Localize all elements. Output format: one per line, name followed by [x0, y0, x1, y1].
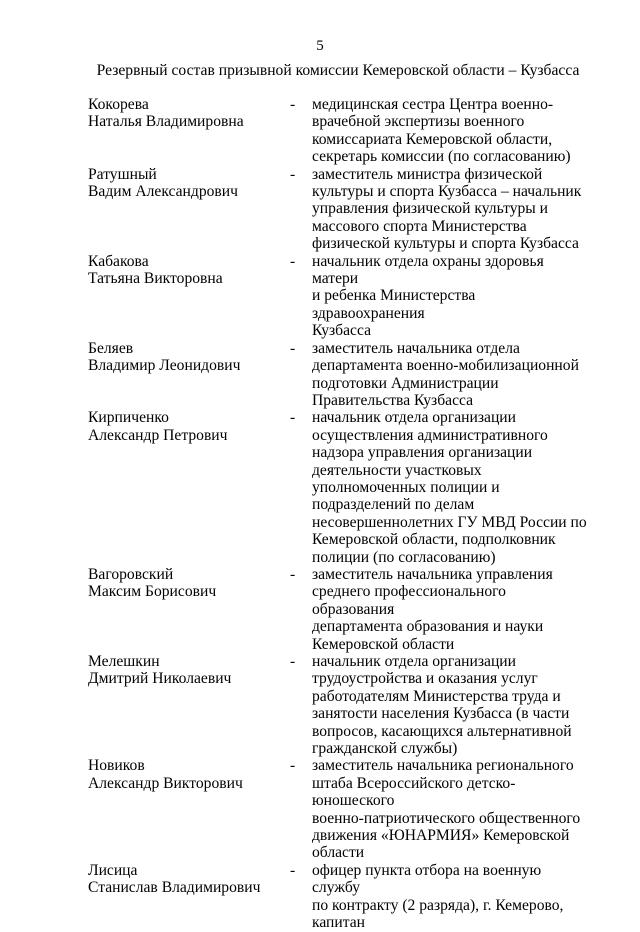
- member-given-names: Дмитрий Николаевич: [88, 670, 232, 688]
- member-name: [88, 653, 290, 757]
- page-number: 5: [316, 38, 324, 54]
- member-surname: Кирпиченко: [88, 409, 169, 427]
- member-given-names: Владимир Леонидович: [88, 357, 241, 375]
- separator-dash: -: [290, 653, 296, 670]
- roster-entry: [88, 653, 608, 757]
- separator-dash: -: [290, 565, 296, 583]
- member-position: начальник отдела организации осуществления административного надзора управления организации деятельности участковых уполномоченных полиции и подразделений по делам несовершеннолетних ГУ МВД России по Кемеровской области, подполковник полиции (по согласованию): [312, 409, 587, 566]
- member-position: медицинская сестра Центра военно- врачебной экспертизы военного комиссариата Кемеровской области, секретарь комиссии (по согласованию): [312, 96, 571, 166]
- roster-entry: [88, 96, 608, 166]
- separator-dash: -: [290, 861, 296, 879]
- member-name: [88, 166, 290, 253]
- member-name: [88, 96, 290, 166]
- member-surname: Мелешкин: [88, 653, 160, 670]
- member-surname: Ратушный: [88, 165, 157, 183]
- member-position: начальник отдела охраны здоровья матери и ребенка Министерства здравоохранения Кузбасса: [312, 252, 544, 340]
- roster-entry: [88, 253, 608, 340]
- member-position: заместитель начальника регионального штаба Всероссийского детско-юношеского военно-патриотического общественного движения «ЮНАРМИЯ» Кемеровской области: [312, 757, 581, 862]
- roster-entry: [88, 409, 608, 566]
- roster-entry: [88, 757, 608, 861]
- member-given-names: Александр Петрович: [88, 426, 228, 444]
- commission-roster: [88, 96, 608, 932]
- member-surname: Лисица: [88, 861, 138, 879]
- member-name: [88, 566, 290, 653]
- member-position: заместитель министра физической культуры и спорта Кузбасса – начальник управления физической культуры и массового спорта Министерства физической культуры и спорта Кузбасса: [312, 165, 582, 253]
- member-surname: Вагоровский: [88, 565, 174, 583]
- roster-entry: [88, 862, 608, 932]
- roster-entry: [88, 340, 608, 410]
- separator-dash: -: [290, 252, 296, 270]
- member-surname: Новиков: [88, 757, 145, 775]
- separator-dash: -: [290, 757, 296, 775]
- separator-dash: -: [290, 409, 296, 427]
- separator-dash: -: [290, 96, 296, 113]
- page-title: Резервный состав призывной комиссии Кемеровской области – Кузбасса: [96, 62, 580, 79]
- member-given-names: Александр Викторович: [88, 774, 243, 792]
- member-name: [88, 253, 290, 340]
- member-position: заместитель начальника отдела департамента военно-мобилизационной подготовки Администрации Правительства Кузбасса: [312, 339, 579, 409]
- member-given-names: Наталья Владимировна: [88, 113, 244, 131]
- member-name: [88, 862, 290, 932]
- member-position: офицер пункта отбора на военную службу по контракту (2 разряда), г. Кемерово, капитан: [312, 861, 564, 932]
- member-surname: Беляев: [88, 339, 134, 357]
- member-given-names: Татьяна Викторовна: [88, 270, 223, 288]
- roster-entry: [88, 566, 608, 653]
- separator-dash: -: [290, 339, 296, 357]
- member-name: [88, 340, 290, 410]
- member-given-names: Вадим Александрович: [88, 183, 238, 201]
- member-position: начальник отдела организации трудоустройства и оказания услуг работодателям Министерства труда и занятости населения Кузбасса (в части вопросов, касающихся альтернативной гражданской службы): [312, 653, 572, 758]
- separator-dash: -: [290, 165, 296, 183]
- member-given-names: Максим Борисович: [88, 583, 217, 601]
- member-surname: Кабакова: [88, 252, 149, 270]
- member-name: [88, 757, 290, 861]
- member-position: заместитель начальника управления среднего профессионального образования департамента образования и науки Кемеровской области: [312, 565, 553, 653]
- member-surname: Кокорева: [88, 96, 149, 113]
- member-given-names: Станислав Владимирович: [88, 879, 261, 897]
- member-name: [88, 409, 290, 566]
- roster-entry: [88, 166, 608, 253]
